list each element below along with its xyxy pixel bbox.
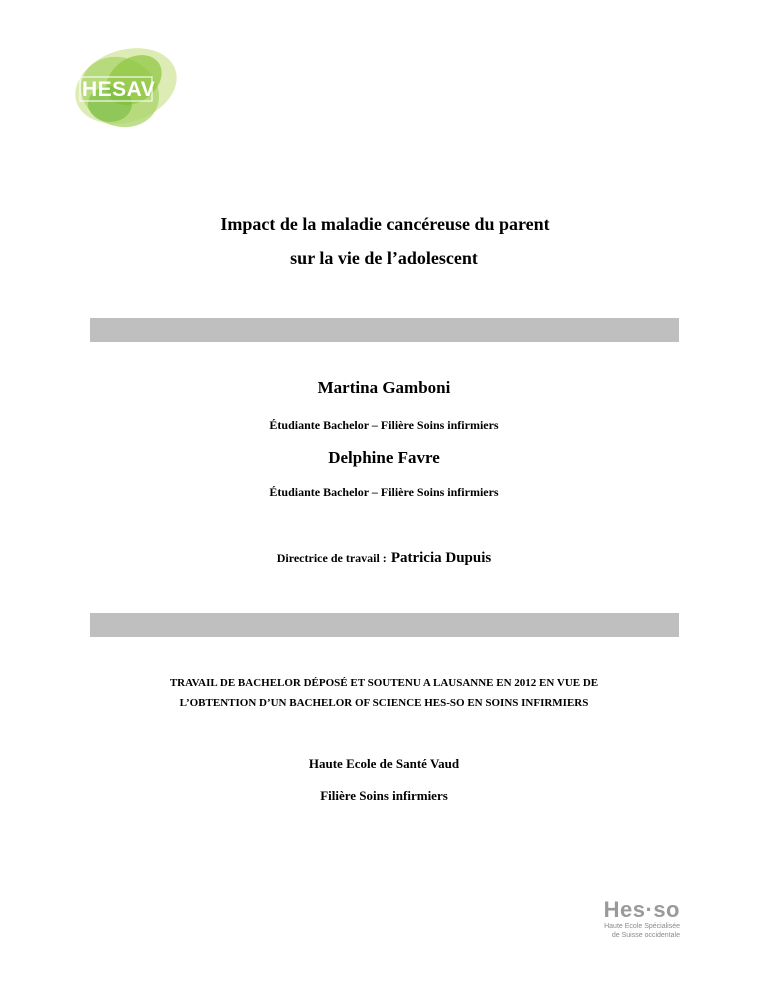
author-name-2: Delphine Favre <box>328 448 440 467</box>
statement-line-2: L’OBTENTION D’UN BACHELOR OF SCIENCE HES-SO EN SOINS INFIRMIERS <box>179 697 589 709</box>
hesav-logo <box>64 40 184 136</box>
author-role-2: Étudiante Bachelor – Filière Soins infirmiers <box>269 485 499 499</box>
hes-so-subtitle-2: de Suisse occidentale <box>611 932 680 939</box>
director-line <box>0 549 768 567</box>
title-line-1: Impact de la maladie cancéreuse du parent <box>220 214 550 234</box>
title-line-2: sur la vie de l’adolescent <box>290 248 478 268</box>
director-name: Patricia Dupuis <box>390 550 492 566</box>
separator-band-top <box>90 318 679 342</box>
institution-name: Haute Ecole de Santé Vaud <box>308 756 460 771</box>
director-label: Directrice de travail : <box>276 551 387 565</box>
institution-program: Filière Soins infirmiers <box>320 788 448 803</box>
hesav-logo-text: HESAV <box>82 78 156 101</box>
separator-band-bottom <box>90 613 679 637</box>
hes-so-subtitle-1: Haute Ecole Spécialisée <box>604 923 680 930</box>
hes-so-logo-text: Hes·so <box>603 897 680 922</box>
author-role-1: Étudiante Bachelor – Filière Soins infirmiers <box>269 418 499 432</box>
statement-line-1: TRAVAIL DE BACHELOR DÉPOSÉ ET SOUTENU A LAUSANNE EN 2012 EN VUE DE <box>169 677 599 689</box>
author-name-1: Martina Gamboni <box>317 378 451 397</box>
hes-so-logo <box>580 898 680 958</box>
hesav-leaf-icon <box>64 40 184 136</box>
